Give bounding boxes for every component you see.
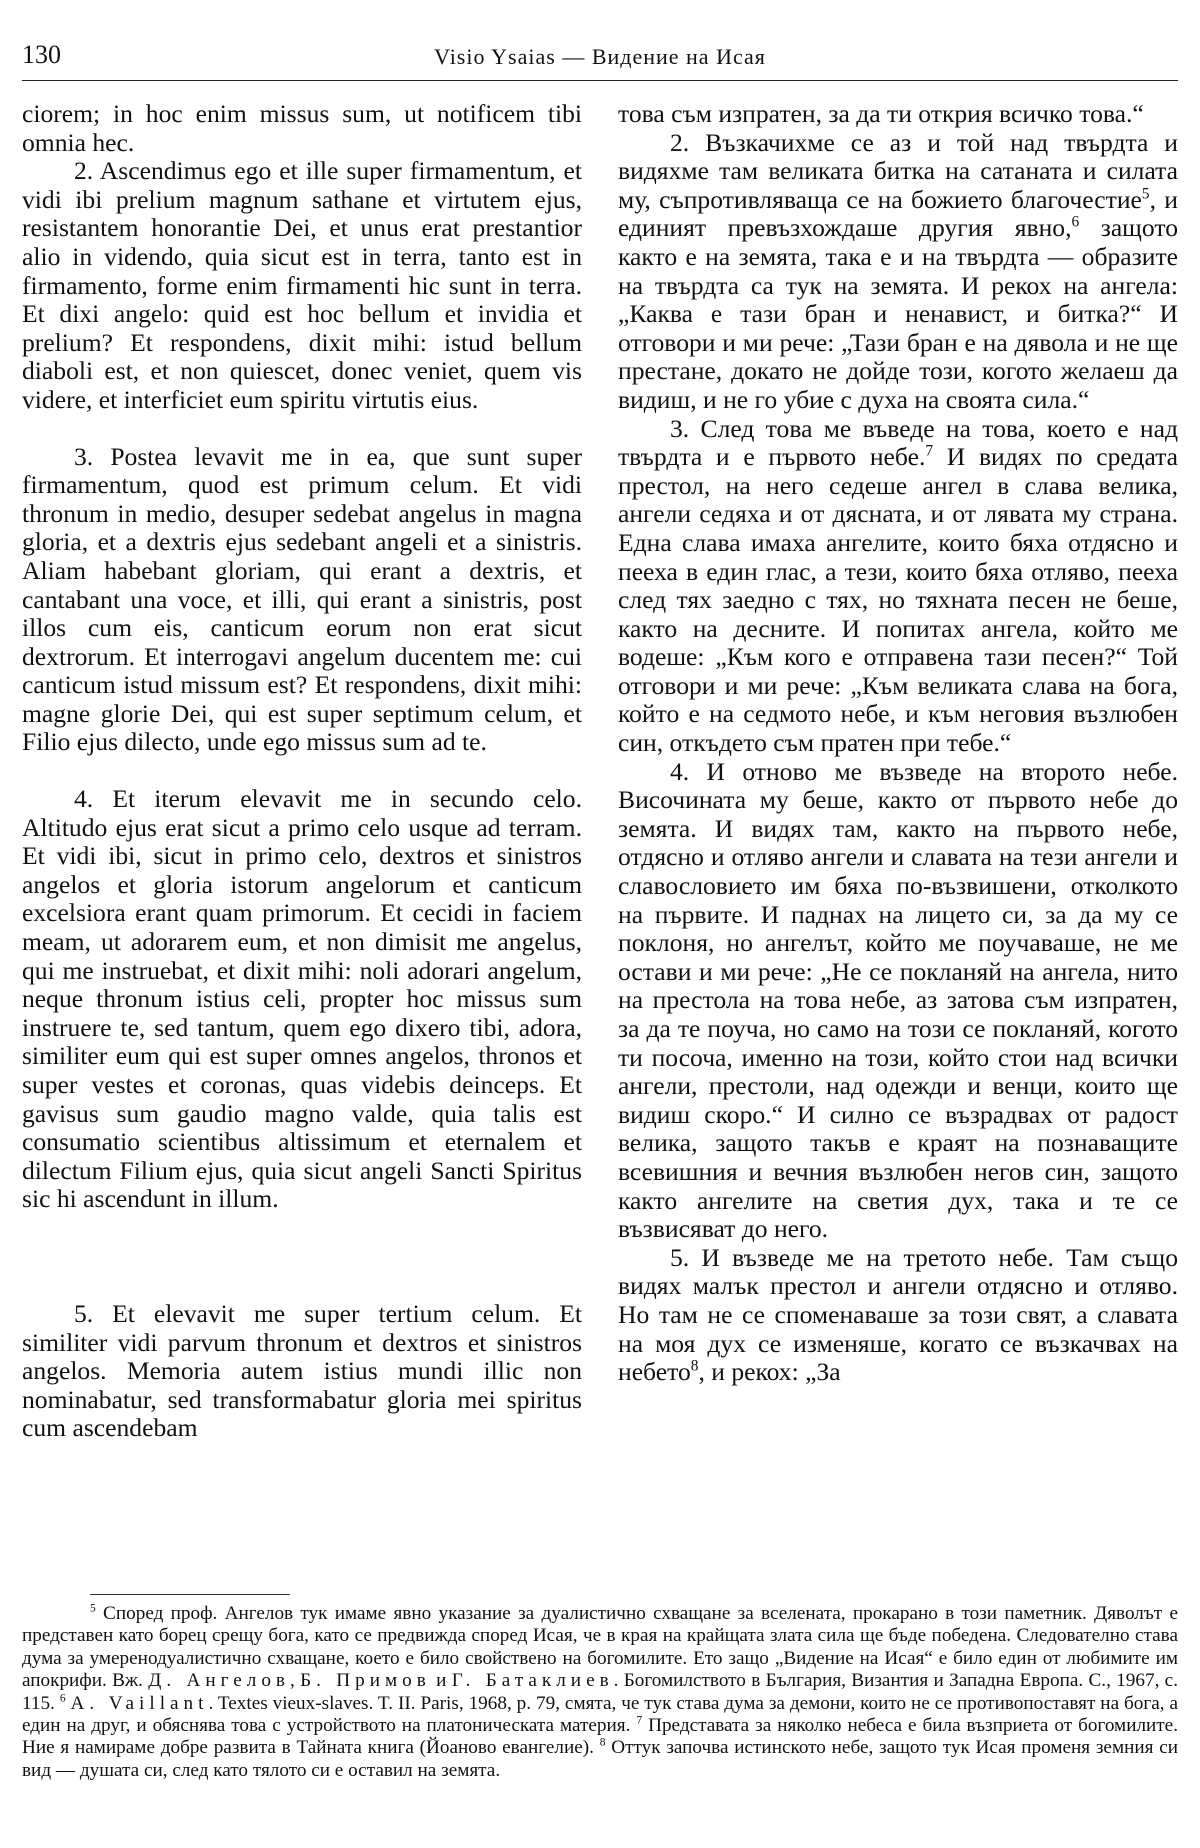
footnote-5: Според проф. Ангелов тук имаме явно указание за дуалистично схващане за вселената, прокарано в този паметник. Дяволът е представен като борец срещу бога, като се предвижда според Исая, че в края на крайщата злата сила ще бъде победена. Следователно става дума за умеренодуалистично схващане, което е било свойствено на богомилите. Ето защо „Видение на Исая“ е било един от любимите им апокрифи. Вж. [22,1603,1178,1692]
latin-column [22,100,582,1443]
footnote-6: . Textes vieux-slaves. T. II. Paris, 1968, p. 79, смята, че тук става дума за демони, които не се противопоставят на бога, а един на друг, и обяснява това с устройството на платоническата материя. [22,1692,1179,1737]
bulgarian-paragraph-5 [618,1244,1178,1387]
footnote-ref-5: 5 [1141,185,1150,203]
latin-paragraph-4: 4. Et iterum elevavit me in secundo celo. Altitudo ejus erat sicut a primo celo usque ad terram. Et vidi ibi, sicut in primo celo, dextros et sinistros angelos et gloria istorum angelorum et canticum excelsiora erant quam primorum. Et cecidi in faciem meam, ut adorarem eum, et non dimisit me angelus, qui me instruebat, et dixit mihi: noli adorari angelum, neque thronum istius celi, propter hoc missus sum instruere te, sed tantum, quem ego dixero tibi, adora, similiter eum qui est super omnes angelos, thronos et super vestes et coronas, quas videbis deinceps. Et gavisus sum gaudio magno valde, quia talis est consumatio scientibus altissimum et eternalem et dilectum Filium ejus, quia sicut angeli Sancti Spiritus sic hi ascendunt in illum. [22,784,582,1214]
running-title: Visio Ysaias — Видение на Исая [434,44,766,69]
footnote-text [22,1603,1178,1782]
footnote-ref-8: 8 [690,1357,699,1375]
footnote-divider [90,1594,290,1595]
page-header [22,40,1178,81]
text-run: защото както е на земята, така е и на твърдта — образите на твърдта са тук на земята. И рекох на ангела: „Каква е тази бран и ненавист, и битка?“ И отговори и ми рече: „Тази бран е на дявола и не ще престане, докато не дойде този, когото желаеш да видиш, и не го убие с духа на своята сила.“ [618,213,1178,414]
text-run: И видях по средата престол, на него седеше ангел в слава велика, ангели седяха и от дясната, и от лявата му страна. Една слава имаха ангелите, които бяха отдясно и пееха в един глас, а тези, които бяха отляво, пееха след тях заедно с тях, но тяхната песен не беше, както на десните. И попитах ангела, който ме водеше: „Към кого е отправена тази песен?“ Той отговори и ми рече: „Към великата слава на бога, който е на седмото небе, и към неговия възлюбен син, откъдето съм пратен при тебе.“ [618,442,1178,758]
footnote-ref-6: 6 [1071,213,1080,231]
footnotes [22,1603,1178,1782]
latin-paragraph-5: 5. Et elevavit me super tertium celum. Et similiter vidi parvum thronum et dextros et sinistros angelos. Memoria autem istius mundi illic non nominabatur, sed transformabatur gloria mei spiritus cum ascendebam [22,1298,582,1443]
bulgarian-paragraph-2 [618,129,1178,415]
latin-paragraph-2: 2. Ascendimus ego et ille super firmamentum, et vidi ibi prelium magnum sathane et virtutem ejus, resistantem honorantie Dei, et unus erat prestantior alio in videndo, quia sicut est in terra, tanto est in firmamento, forme enim firmamenti hic sunt in terra. Et dixi angelo: quid est hoc bellum et invidia et prelium? Et respondens, dixit mihi: istud bellum diaboli est, et non quiescet, donec veniet, quem vis videre, et interficiet eum spiritu virtutis eius. [22,156,582,414]
text-run: , [290,1670,301,1692]
bulgarian-paragraph-3 [618,415,1178,758]
citation-author: Д. Ангелов [148,1670,290,1692]
latin-paragraph-3: 3. Postea levavit me in ea, que sunt super firmamentum, quod est primum celum. Et vidi thronum in medio, desuper sedebat angelus in magna gloria, et a dextris ejus sedebant angeli et a sinistris. Aliam habebant gloriam, qui erant a dextris, et cantabant una voce, et illi, qui erant a sinistris, post illos cum eis, canticum eorum non erat sicut dextrorum. Et interrogavi angelum ducentem me: cui canticum istud missum est? Et respondens, dixit mihi: magne glorie Dei, qui est super septimum celum, et Filio ejus dilecto, unde ego missus sum ad te. [22,441,582,757]
text-run: 3. След това ме въведе на това, което е над твърдта и е първото небе. [618,413,1178,472]
latin-paragraph-continuation: ciorem; in hoc enim missus sum, ut notificem tibi omnia hec. [22,99,582,157]
citation-author: Г. Батаклиев [451,1670,614,1692]
bulgarian-paragraph-continuation: това съм изпратен, за да ти открия всичко това.“ [618,99,1144,128]
text-run: . Богомилството в България, Византия и Западна Европа. С., 1967, с. 115. [22,1670,1178,1714]
footnote-mark-5: 5 [90,1602,96,1615]
footnote-ref-7: 7 [925,442,934,460]
bulgarian-column [618,100,1178,1387]
citation-author: A. Vaillant [70,1692,209,1714]
footnote-mark-7: 7 [636,1714,643,1727]
bulgarian-paragraph-4: 4. И отново ме възведе на второто небе. Височината му беше, както от първото небе до земята. И видях там, както на първото небе, отдясно и отляво ангели и славата на тези ангели и славословието им бяха по-възвишени, отколкото на първите. И паднах на лицето си, за да му се поклоня, но ангелът, който ме поучаваше, не ме остави и ми рече: „Не се покланяй на ангела, нито на престола на това небе, аз затова съм изпратен, за да те поуча, но само на този се покланяй, когото ти посоча, именно на този, който стои над всички ангели, престоли, над одежди и венци, които ще видиш скоро.“ И силно се възрадвах от радост велика, защото такъв е краят на познаващите всевишния и вечния възлюбен негов син, защото както ангелите на светия дух, така и те се възвисяват до него. [618,756,1178,1244]
footnote-8: Оттук започва истинското небе, защото тук Исая променя земния си вид — душата си, след като тялото си е оставил на земята. [22,1737,1178,1781]
footnote-7: Представата за няколко небеса е била възприета от богомилите. Ние я намираме добре развита в Тайната книга (Йоаново евангелие). [22,1715,1178,1759]
footnote-mark-6: 6 [59,1692,66,1705]
citation-author: Б. Примов [300,1670,431,1692]
page-number: 130 [22,40,61,69]
text-run: и [430,1670,452,1692]
text-run: , и рекох: „За [698,1357,841,1387]
text-run: 2. Възкачихме се аз и той над твърдта и видяхме там великата битка на сатаната и силата му, съпротивляваща се на божието благочестие [618,127,1178,214]
footnote-mark-8: 8 [599,1737,606,1750]
text-run: 5. И възведе ме на третото небе. Там също видях малък престол и ангели отдясно и отляво. Но там не се споменаваше за този свят, а славата на моя дух се изменяше, когато се възкачвах на небето [618,1242,1178,1387]
text-run: , и единият превъзхождаше другия явно, [618,184,1178,243]
